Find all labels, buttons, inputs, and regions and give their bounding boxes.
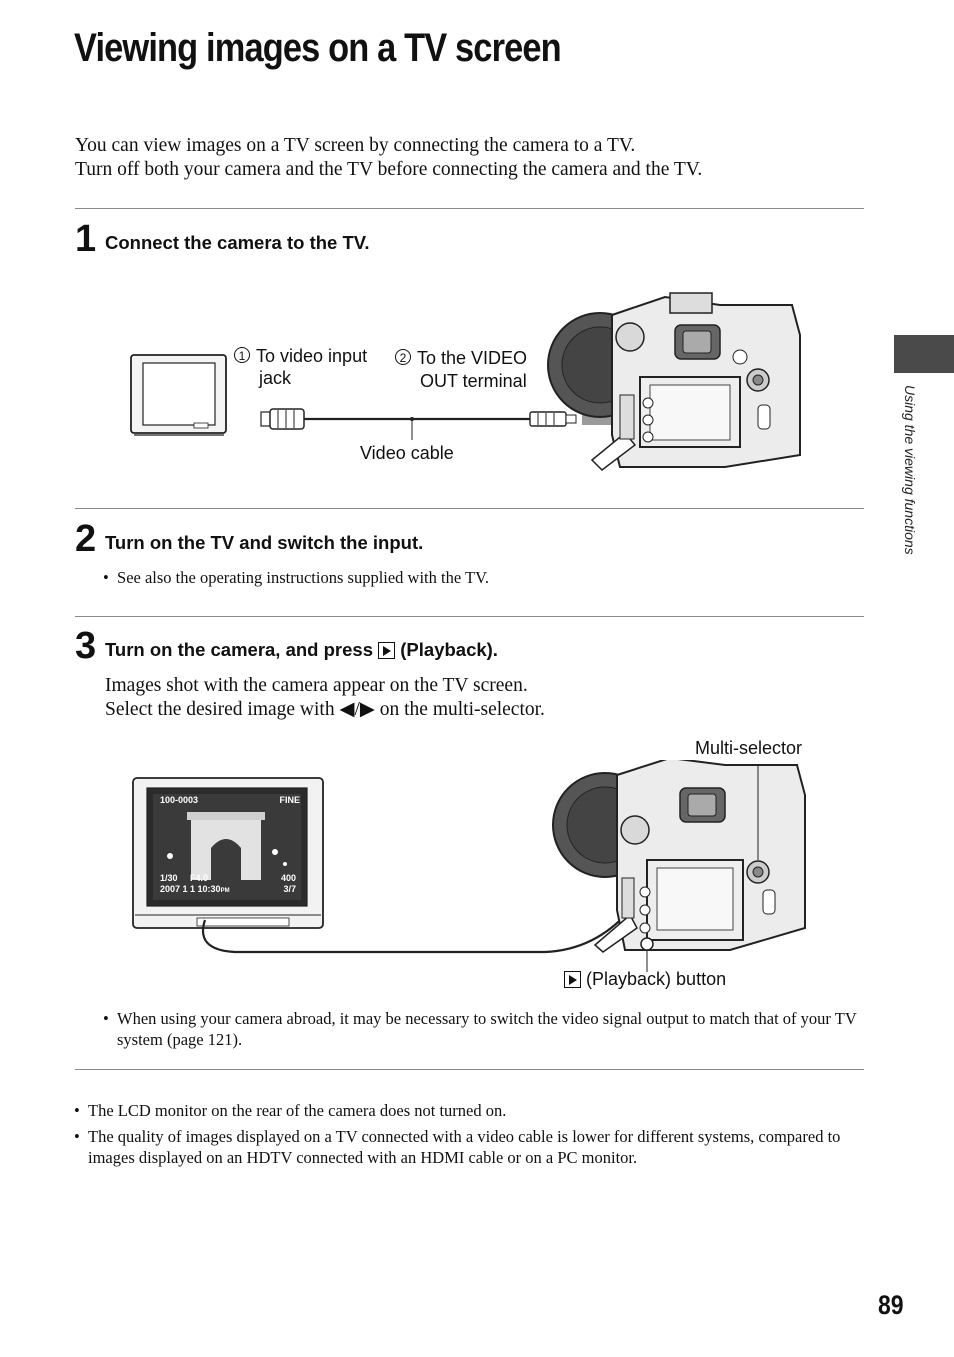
playback-icon <box>378 642 395 659</box>
divider <box>75 616 864 617</box>
section-tab <box>894 335 954 373</box>
page-number: 89 <box>878 1290 904 1320</box>
tv-overlay-datetime: 2007 1 1 10:30PM 3/7 <box>160 884 296 894</box>
tv-overlay-top: 100-0003 FINE <box>160 795 300 805</box>
tv-icon <box>131 355 226 435</box>
note-item: • The LCD monitor on the rear of the camera does not turned on. <box>74 1101 507 1120</box>
step-3-body: Images shot with the camera appear on the TV screen. Select the desired image with ◀/▶ on the multi-selector. <box>105 675 545 720</box>
label-playback-button: (Playback) button <box>564 968 726 990</box>
label-video-input-jack: 1 To video input <box>234 345 367 367</box>
step-2-bullet: • See also the operating instructions supplied with the TV. <box>103 568 489 587</box>
label-multi-selector: Multi-selector <box>695 738 803 758</box>
label-video-input-jack-line2: jack <box>259 368 292 388</box>
intro-line-1: You can view images on a TV screen by connecting the camera to a TV. <box>75 135 636 156</box>
section-tab-label: Using the viewing functions <box>902 385 918 555</box>
tv-overlay-exposure: 1/30 F4.0 400 <box>160 873 296 883</box>
step-1-heading: Connect the camera to the TV. <box>105 232 370 253</box>
divider <box>75 508 864 509</box>
intro-line-2: Turn off both your camera and the TV before connecting the camera and the TV. <box>75 158 703 180</box>
divider <box>75 208 864 209</box>
step-3-heading: Turn on the camera, and press (Playback). <box>105 639 498 660</box>
label-video-out-terminal: 2 To the VIDEO <box>395 347 527 369</box>
note-item: • The quality of images displayed on a TV connected with a video cable is lower for different systems, compared to images displayed on an HDTV connected with an HDMI cable or on a PC monitor. <box>74 1127 841 1167</box>
label-video-out-terminal-line2: OUT terminal <box>420 371 527 391</box>
intro-text <box>75 134 702 181</box>
step-2-heading: Turn on the TV and switch the input. <box>105 532 424 553</box>
step-1-number: 1 <box>75 218 97 260</box>
page-title: Viewing images on a TV screen <box>74 26 561 70</box>
label-video-cable: Video cable <box>360 443 454 463</box>
tv-playback-illustration <box>125 760 825 975</box>
camera-icon <box>548 293 800 470</box>
step-3-number: 3 <box>75 625 97 667</box>
step-2-number: 2 <box>75 518 97 560</box>
playback-button-icon <box>641 938 653 950</box>
step-3-bullet: • When using your camera abroad, it may be necessary to switch the video signal output to match that of your TV system (page 121). <box>103 1009 857 1049</box>
playback-icon <box>564 971 581 988</box>
divider <box>75 1069 864 1070</box>
video-cable <box>261 409 576 440</box>
